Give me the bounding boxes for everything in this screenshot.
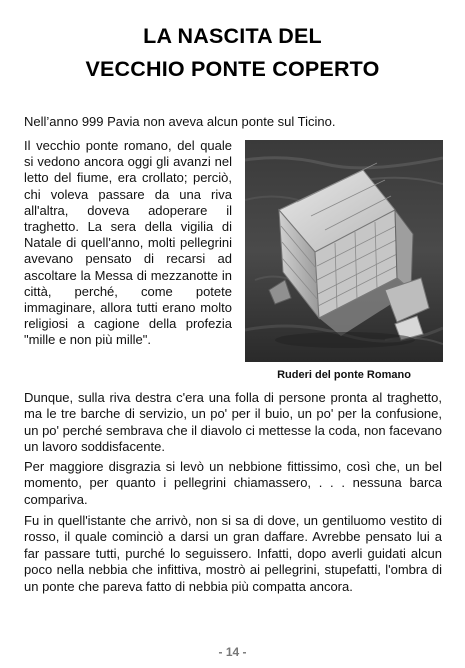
body-paragraph-1: Dunque, sulla riva destra c'era una folla di persone pronta al traghetto, ma le tre barche di servizio, un po' per il buio, un po' per la confusione, un po' perché sembrava che il diavolo ci mettesse la coda, non facevano un lavoro soddisfacente. [24, 390, 443, 455]
page-title [0, 20, 465, 86]
title-line-1: LA NASCITA DEL [143, 24, 322, 48]
bridge-ruins-photo [245, 140, 443, 362]
title-line-2: VECCHIO PONTE COPERTO [85, 57, 380, 81]
intro-line: Nell’anno 999 Pavia non aveva alcun ponte sul Ticino. [24, 114, 336, 129]
body-paragraph-2: Per maggiore disgrazia si levò un nebbione fittissimo, così che, un bel momento, per quanto i pellegrini chiamassero, . . . nessuna barca compariva. [24, 459, 442, 507]
column-paragraph: Il vecchio ponte romano, del quale si vedono ancora oggi gli avanzi nel letto del fiume, era crollato; perciò, chi voleva passare da una riva all'altra, doveva adoperare il traghetto. La sera della vigilia di Natale di quell'anno, molti pellegrini avevano pensato di recarsi ad ascoltare la Messa di mezzanotte in città, perché, come potete immaginare, allora tutti erano molto religiosi a cagione della profezia "mille e non più mille". [24, 138, 232, 348]
figure-caption: Ruderi del ponte Romano [277, 369, 411, 381]
page-number: - 14 - [218, 645, 247, 659]
body-paragraph-3: Fu in quell'istante che arrivò, non si sa di dove, un gentiluomo vestito di rosso, il quale cominciò a darsi un gran daffare. Avrebbe pensato lui a far passare tutti, purché lo seguissero. Infatti, dopo averli guidati alcun poco nella nebbia che infittiva, mostrò ai pellegrini, stupefatti, l'ombra di un ponte che pareva fatto di nebbia più compatta ancora. [24, 513, 442, 594]
